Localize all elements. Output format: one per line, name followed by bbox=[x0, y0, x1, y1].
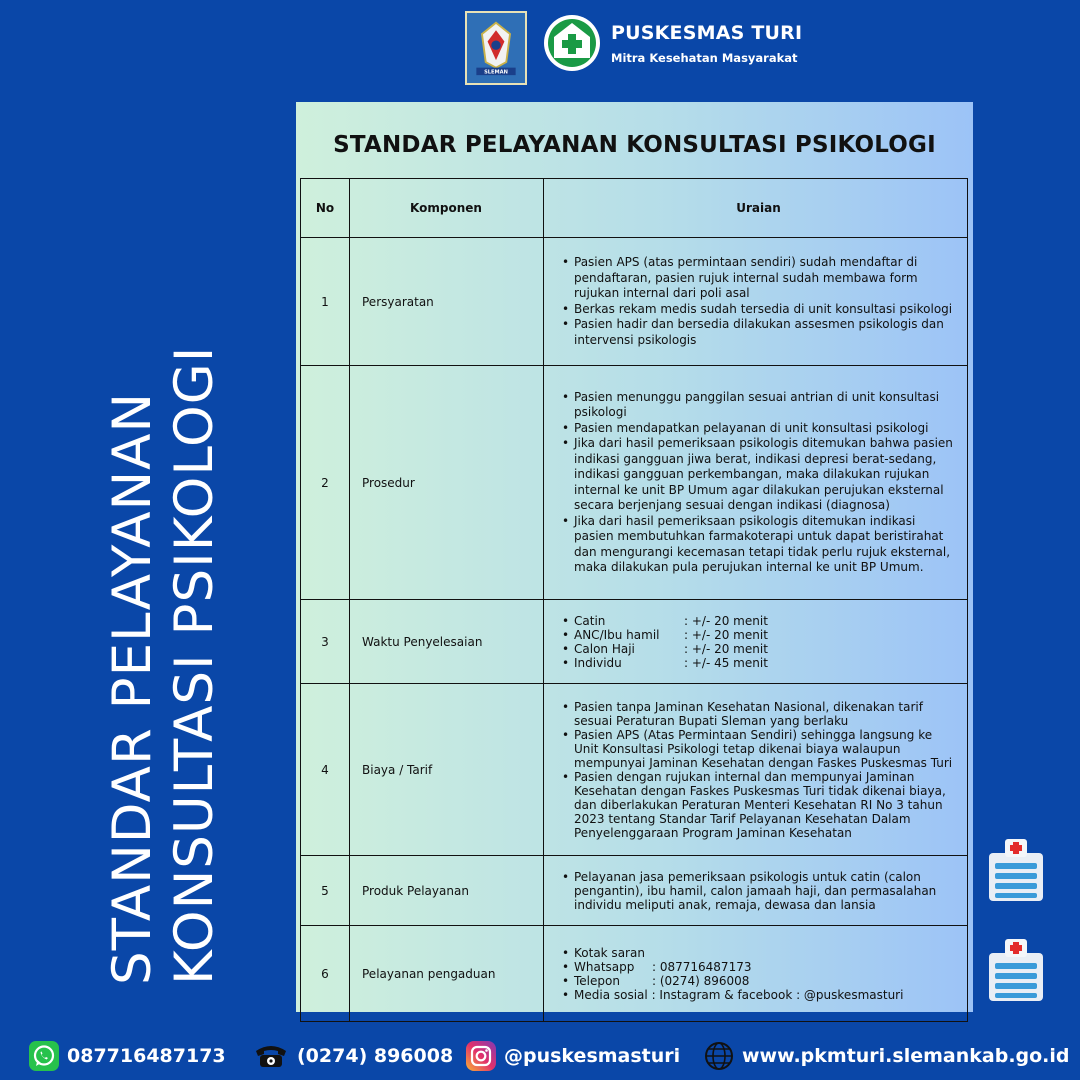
table-row bbox=[301, 926, 968, 1022]
list-item: • Catin : +/- 20 menit bbox=[574, 614, 957, 628]
table-row bbox=[301, 366, 968, 600]
header-title: PUSKESMAS TURI bbox=[611, 22, 803, 44]
row-number: 5 bbox=[301, 856, 350, 926]
row-number: 4 bbox=[301, 684, 350, 856]
hospital-building-icon bbox=[985, 937, 1047, 1003]
row-komponen: Persyaratan bbox=[350, 238, 544, 366]
row-number: 2 bbox=[301, 366, 350, 600]
list-item: • Telepon : (0274) 896008 bbox=[574, 974, 957, 988]
list-item: • ANC/Ibu hamil : +/- 20 menit bbox=[574, 628, 957, 642]
row-number: 1 bbox=[301, 238, 350, 366]
footer-whatsapp-number: 087716487173 bbox=[67, 1045, 226, 1067]
table-row bbox=[301, 238, 968, 366]
side-title-line-2: KONSULTASI PSIKOLOGI bbox=[164, 345, 225, 985]
row-komponen: Biaya / Tarif bbox=[350, 684, 544, 856]
list-item: • Pasien tanpa Jaminan Kesehatan Nasional, dikenakan tarif sesuai Peraturan Bupati Sleman yang berlaku bbox=[574, 700, 957, 728]
row-uraian bbox=[544, 366, 968, 600]
list-item: • Pasien dengan rujukan internal dan mempunyai Jaminan Kesehatan dengan Faskes Puskesmas Turi tidak dikenai biaya, dan diberlakukan Peraturan Menteri Kesehatan RI No 3 tahun 2023 tentang Standar Tarif Pelayanan Kesehatan Dalam Penyelenggaraan Program Jaminan Kesehatan bbox=[574, 770, 957, 840]
footer-instagram[interactable] bbox=[466, 1038, 680, 1074]
row-uraian bbox=[544, 926, 968, 1022]
service-standard-table bbox=[300, 178, 968, 1022]
list-item: • Kotak saran bbox=[574, 946, 957, 960]
side-title-line-1: STANDAR PELAYANAN bbox=[102, 391, 163, 985]
row-uraian bbox=[544, 684, 968, 856]
row-komponen: Prosedur bbox=[350, 366, 544, 600]
svg-text:SLEMAN: SLEMAN bbox=[484, 69, 508, 76]
telephone-icon bbox=[253, 1041, 289, 1071]
list-item: • Whatsapp : 087716487173 bbox=[574, 960, 957, 974]
table-row bbox=[301, 856, 968, 926]
list-item: • Pasien hadir dan bersedia dilakukan assesmen psikologis dan intervensi psikologis bbox=[574, 317, 957, 348]
whatsapp-icon bbox=[29, 1041, 59, 1071]
list-item: • Pelayanan jasa pemeriksaan psikologis untuk catin (calon pengantin), ibu hamil, calon jamaah haji, dan permasalahan individu meliputi anak, remaja, dewasa dan lansia bbox=[574, 870, 957, 912]
row-number: 3 bbox=[301, 600, 350, 684]
service-standard-card bbox=[296, 102, 973, 1012]
footer-phone-number: (0274) 896008 bbox=[297, 1045, 454, 1067]
header-subtitle: Mitra Kesehatan Masyarakat bbox=[611, 51, 798, 65]
footer-instagram-handle: @puskesmasturi bbox=[504, 1045, 681, 1067]
list-item: • Media sosial : Instagram & facebook : @puskesmasturi bbox=[574, 988, 957, 1002]
list-item: • Pasien APS (Atas Permintaan Sendiri) sehingga langsung ke Unit Konsultasi Psikologi tetap dikenai biaya walaupun mempunyai Jaminan Kesehatan dengan Faskes Puskesmas Turi bbox=[574, 728, 957, 770]
list-item: • Calon Haji : +/- 20 menit bbox=[574, 642, 957, 656]
table-row bbox=[301, 684, 968, 856]
puskesmas-logo bbox=[543, 14, 601, 72]
list-item: • Pasien APS (atas permintaan sendiri) sudah mendaftar di pendaftaran, pasien rujuk internal sudah membawa form rujukan internal dari poli asal bbox=[574, 255, 957, 302]
header-komponen: Komponen bbox=[350, 179, 544, 238]
instagram-icon bbox=[466, 1041, 496, 1071]
table-row bbox=[301, 600, 968, 684]
list-item: • Jika dari hasil pemeriksaan psikologis ditemukan indikasi pasien membutuhkan farmakoterapi untuk dapat beristirahat dan mengurangi kecemasan tetapi tidak perlu rujuk eksternal, maka dilakukan pula perujukan internal ke unit BP Umum. bbox=[574, 514, 957, 576]
row-uraian bbox=[544, 600, 968, 684]
sleman-regency-logo bbox=[465, 11, 527, 85]
row-komponen: Pelayanan pengaduan bbox=[350, 926, 544, 1022]
footer-website[interactable] bbox=[704, 1038, 1070, 1074]
hospital-building-icon bbox=[985, 837, 1047, 903]
row-uraian bbox=[544, 856, 968, 926]
vertical-page-title bbox=[102, 115, 226, 985]
list-item: • Pasien menunggu panggilan sesuai antrian di unit konsultasi psikologi bbox=[574, 390, 957, 421]
list-item: • Pasien mendapatkan pelayanan di unit konsultasi psikologi bbox=[574, 421, 957, 437]
card-title: STANDAR PELAYANAN KONSULTASI PSIKOLOGI bbox=[333, 132, 936, 158]
row-komponen: Produk Pelayanan bbox=[350, 856, 544, 926]
footer-whatsapp[interactable] bbox=[29, 1038, 226, 1074]
list-item: • Individu : +/- 45 menit bbox=[574, 656, 957, 670]
footer-phone[interactable] bbox=[253, 1038, 453, 1074]
row-komponen: Waktu Penyelesaian bbox=[350, 600, 544, 684]
header-uraian: Uraian bbox=[544, 179, 968, 238]
table-header-row bbox=[301, 179, 968, 238]
row-number: 6 bbox=[301, 926, 350, 1022]
list-item: • Berkas rekam medis sudah tersedia di unit konsultasi psikologi bbox=[574, 302, 957, 318]
row-uraian bbox=[544, 238, 968, 366]
globe-icon bbox=[704, 1041, 734, 1071]
header-no: No bbox=[301, 179, 350, 238]
list-item: • Jika dari hasil pemeriksaan psikologis ditemukan bahwa pasien indikasi gangguan jiwa berat, indikasi depresi berat-sedang, indikasi gangguan perkembangan, maka dilakukan rujukan internal ke unit BP Umum agar dilakukan perujukan eksternal secara berjenjang sesuai dengan indikasi (diagnosa) bbox=[574, 436, 957, 514]
footer-website-url: www.pkmturi.slemankab.go.id bbox=[742, 1045, 1070, 1067]
